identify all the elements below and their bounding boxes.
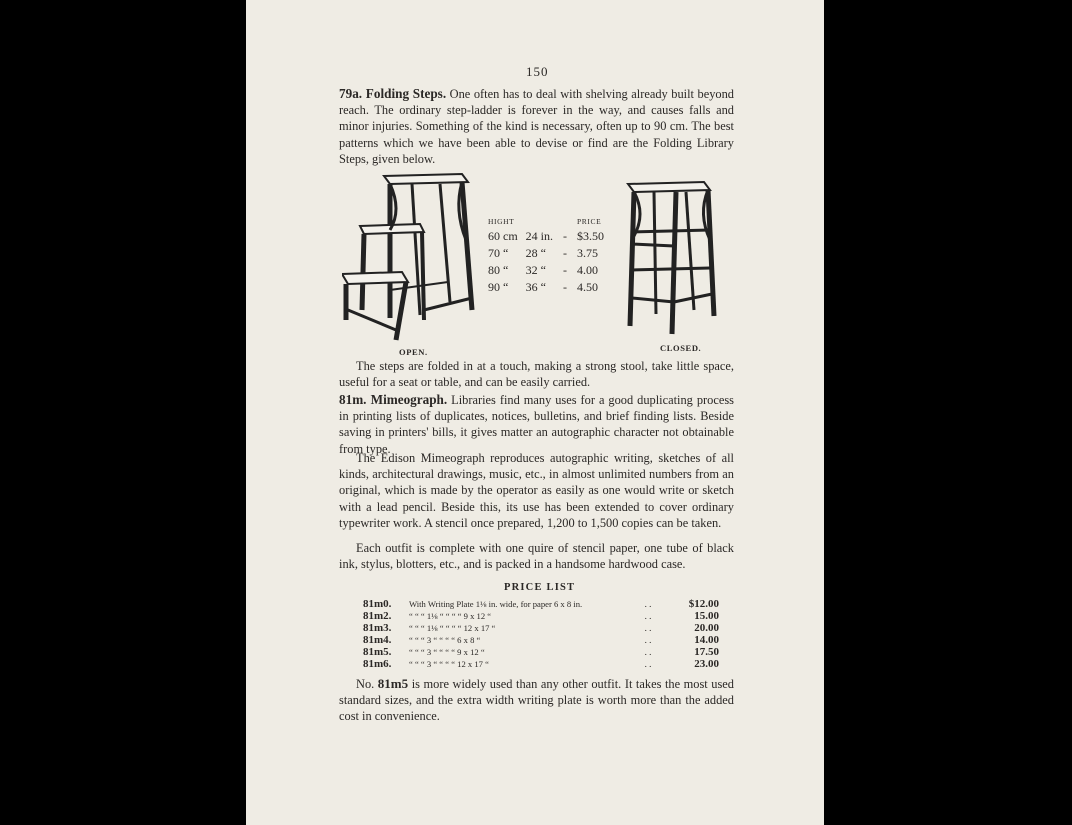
price-amount: $12.00 <box>688 598 719 610</box>
price-desc: “ “ “ 3 “ “ “ “ 12 x 17 “ <box>409 659 489 669</box>
price-list-table <box>360 598 722 670</box>
section-81m-heading: 81m. Mimeograph. <box>339 392 448 407</box>
price-row <box>360 610 722 622</box>
mimeograph-para-3: Each outfit is complete with one quire of stencil paper, one tube of black ink, stylus, blotters, etc., and is packed in a handsome hardwood case. <box>339 541 734 572</box>
spec-price: 4.50 <box>577 280 599 294</box>
spec-price: $3.50 <box>577 229 605 243</box>
section-79a <box>339 86 734 167</box>
price-row <box>360 646 722 658</box>
price-dots: . . <box>644 635 652 645</box>
spec-cm: 80 “ <box>488 263 509 277</box>
closing-code: 81m5 <box>377 676 409 691</box>
price-amount: 14.00 <box>694 634 719 646</box>
spec-header-hight: HIGHT <box>488 216 515 226</box>
price-dots: . . <box>644 599 652 609</box>
price-amount: 23.00 <box>694 658 719 670</box>
spec-cm: 60 cm <box>488 229 518 243</box>
spec-in: 28 “ <box>525 246 546 260</box>
page-number: 150 <box>526 64 549 79</box>
price-amount: 15.00 <box>694 610 719 622</box>
spec-dot: - <box>563 246 568 260</box>
spec-dot: - <box>563 263 568 277</box>
price-dots: . . <box>644 611 652 621</box>
price-code: 81m0. <box>363 598 392 610</box>
price-desc: “ “ “ 1⅛ “ “ “ “ 12 x 17 “ <box>409 623 496 633</box>
price-row <box>360 658 722 670</box>
price-code: 81m5. <box>363 646 392 658</box>
closing-prefix: No. <box>356 677 375 691</box>
price-dots: . . <box>644 647 652 657</box>
spec-cm: 70 “ <box>488 246 509 260</box>
spec-row <box>484 279 608 296</box>
spec-in: 36 “ <box>525 280 546 294</box>
price-list-title: PRICE LIST <box>504 582 576 593</box>
section-79a-heading: 79a. Folding Steps. <box>339 86 447 101</box>
spec-in: 24 in. <box>525 229 554 243</box>
price-desc: With Writing Plate 1⅛ in. wide, for paper 6 x 8 in. <box>409 599 583 609</box>
section-81m <box>339 392 734 457</box>
folded-description: The steps are folded in at a touch, making a strong stool, take little space, useful for a seat or table, and can be easily carried. <box>339 359 734 390</box>
price-amount: 17.50 <box>694 646 719 658</box>
section-81m-body: Libraries find many uses for a good duplicating process in printing lists of duplicates, notices, bulletins, and brief finding lists. Beside saving in printers' bills, it gives matter an autographic character not obtainable from type. <box>339 393 734 456</box>
caption-open: OPEN. <box>399 347 428 357</box>
folding-steps-open-illustration <box>342 170 477 342</box>
spec-price: 3.75 <box>577 246 599 260</box>
spec-row <box>484 262 608 279</box>
price-desc: “ “ “ 3 “ “ “ “ 6 x 8 “ <box>409 635 481 645</box>
price-code: 81m3. <box>363 622 392 634</box>
price-amount: 20.00 <box>694 622 719 634</box>
book-page <box>246 0 824 825</box>
spec-price: 4.00 <box>577 263 599 277</box>
section-79a-body: One often has to deal with shelving already built beyond reach. The ordinary step-ladder is forever in the way, and causes falls and minor injuries. Something of the kind is necessary, often up to 90 cm. The best patterns which we have been able to devise or find are the Folding Library Steps, given below. <box>339 87 734 166</box>
closing-text: is more widely used than any other outfit. It takes the most used standard sizes, and the extra width writing plate is worth more than the added cost in convenience. <box>339 677 734 724</box>
price-code: 81m6. <box>363 658 392 670</box>
price-desc: “ “ “ 1⅛ “ “ “ “ 9 x 12 “ <box>409 611 492 621</box>
folding-steps-closed-illustration <box>624 178 720 338</box>
price-row <box>360 622 722 634</box>
price-desc: “ “ “ 3 “ “ “ “ 9 x 12 “ <box>409 647 485 657</box>
spec-row <box>484 245 608 262</box>
closing-paragraph <box>339 676 734 725</box>
spec-in: 32 “ <box>525 263 546 277</box>
spec-dot: - <box>563 229 568 243</box>
caption-closed: CLOSED. <box>660 343 702 353</box>
spec-header-price: PRICE <box>577 216 602 226</box>
price-code: 81m2. <box>363 610 392 622</box>
spec-row <box>484 228 608 245</box>
price-row <box>360 634 722 646</box>
spec-dot: - <box>563 280 568 294</box>
price-dots: . . <box>644 623 652 633</box>
price-dots: . . <box>644 659 652 669</box>
steps-spec-table <box>484 214 608 296</box>
mimeograph-para-2: The Edison Mimeograph reproduces autographic writing, sketches of all kinds, architectural drawings, music, etc., in almost unlimited numbers from an original, which is made by the operator as easily as one would write or sketch with a lead pencil. Beside this, its use has been extended to cover ordinary typewriter work. A stencil once prepared, 1,200 to 1,500 copies can be taken. <box>339 451 734 530</box>
price-code: 81m4. <box>363 634 392 646</box>
price-row <box>360 598 722 610</box>
spec-cm: 90 “ <box>488 280 509 294</box>
